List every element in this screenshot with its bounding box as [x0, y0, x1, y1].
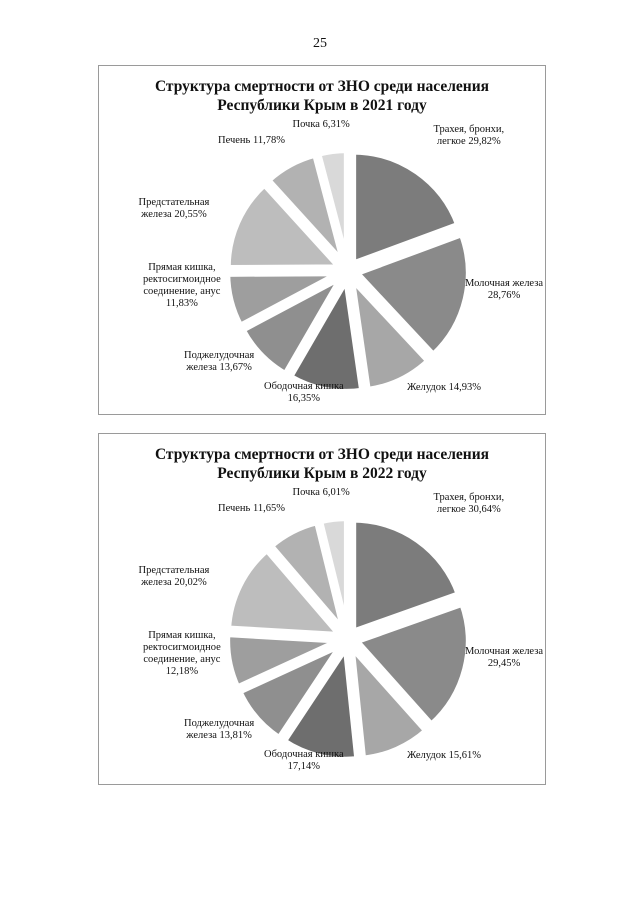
slice-label-line: Трахея, бронхи,: [433, 492, 505, 503]
slice-label-line: Ободочная кишка: [264, 749, 344, 760]
chart-title-line-2: Республики Крым в 2022 году: [217, 465, 427, 482]
slice-label: [218, 503, 285, 515]
slice-label-line: Молочная железа: [465, 646, 544, 657]
slice-label-line: Трахея, бронхи,: [433, 124, 505, 135]
slice-label-line: Печень 11,65%: [218, 503, 285, 514]
pie-chart-2021: [98, 65, 546, 415]
slice-label: [465, 278, 543, 302]
slice-label: [139, 197, 210, 221]
slice-label: [264, 381, 344, 405]
slice-label-line: соединение, анус: [143, 654, 221, 665]
slice-label: [434, 124, 505, 148]
page-number: 25: [313, 36, 327, 51]
slice-label-line: Почка 6,31%: [292, 119, 350, 130]
slice-label-line: ректосигмоидное: [143, 274, 221, 285]
slice-label-line: Ободочная кишка: [264, 381, 344, 392]
slice-label-line: 12,18%: [165, 666, 199, 677]
slice-label: [143, 630, 221, 678]
slice-label: [184, 350, 254, 374]
slice-label-line: 17,14%: [287, 761, 320, 772]
pie-chart-2022: [98, 433, 546, 785]
chart-title-line-1: Структура смертности от ЗНО среди населения: [154, 78, 490, 95]
slice-label: [143, 262, 221, 310]
slice-label-line: Прямая кишка,: [148, 630, 216, 641]
slice-label-line: Молочная железа: [465, 278, 544, 289]
slice-label: [139, 565, 210, 589]
slice-label-line: соединение, анус: [143, 286, 221, 297]
slice-label-line: Желудок 15,61%: [407, 750, 482, 761]
slice-label-line: легкое 29,82%: [436, 136, 501, 147]
slice-label-line: 11,83%: [165, 298, 198, 309]
slice-label: [293, 119, 350, 131]
slice-label: [264, 749, 344, 773]
chart-title-line-1: Структура смертности от ЗНО среди населения: [154, 446, 490, 463]
slice-label-line: Печень 11,78%: [218, 135, 285, 146]
slice-label-line: Почка 6,01%: [292, 487, 350, 498]
slice-label: [407, 750, 481, 762]
chart-title-line-2: Республики Крым в 2021 году: [217, 97, 427, 114]
slice-label-line: легкое 30,64%: [436, 504, 501, 515]
slice-label: [293, 487, 350, 499]
slice-label: [465, 646, 543, 670]
slice-label: [218, 135, 285, 147]
slice-label-line: 29,45%: [487, 658, 521, 669]
slice-label-line: железа 13,67%: [186, 362, 252, 373]
slice-label: [407, 382, 481, 394]
slice-label-line: Прямая кишка,: [148, 262, 216, 273]
slice-label-line: 28,76%: [487, 290, 521, 301]
slice-label-line: Предстательная: [138, 197, 210, 208]
slice-label: [184, 718, 254, 742]
slice-label-line: железа 20,02%: [141, 577, 207, 588]
slice-label-line: ректосигмоидное: [143, 642, 221, 653]
slice-label: [434, 492, 505, 516]
slice-label-line: железа 20,55%: [141, 209, 207, 220]
slice-label-line: железа 13,81%: [186, 730, 252, 741]
slice-label-line: Поджелудочная: [184, 350, 255, 361]
slice-label-line: 16,35%: [287, 393, 320, 404]
slice-label-line: Желудок 14,93%: [407, 382, 482, 393]
slice-label-line: Поджелудочная: [184, 718, 255, 729]
slice-label-line: Предстательная: [138, 565, 210, 576]
